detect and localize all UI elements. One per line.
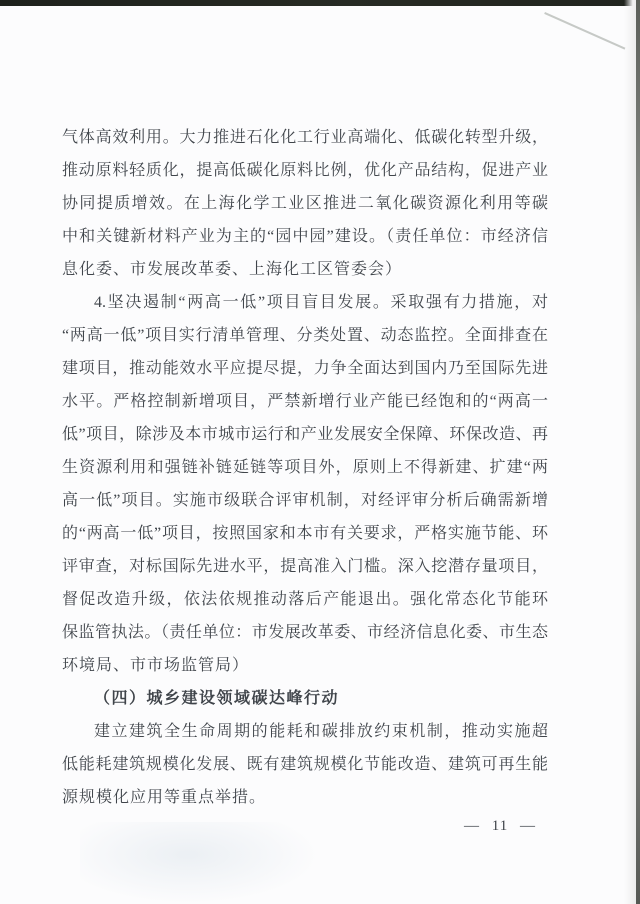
scan-far-right-edge	[636, 0, 640, 904]
paper-right-edge	[624, 4, 629, 886]
text-line: 建项目，推动能效水平应提尽提，力争全面达到国内乃至国际先进	[62, 360, 548, 377]
text-line: 气体高效利用。大力推进石化化工行业高端化、低碳化转型升级，	[62, 129, 548, 146]
section-heading: （四）城乡建设领域碳达峰行动	[94, 690, 340, 707]
page-number: — 11 —	[464, 818, 536, 834]
text-line: 的“两高一低”项目，按照国家和本市有关要求，严格实施节能、环	[62, 525, 548, 542]
text-line: 生资源利用和强链补链延链等项目外，原则上不得新建、扩建“两	[62, 459, 548, 476]
text-line: 低”项目，除涉及本市城市运行和产业发展安全保障、环保改造、再	[62, 426, 548, 443]
text-line: 推动原料轻质化，提高低碳化原料比例，优化产品结构，促进产业	[62, 162, 548, 179]
text-line: 中和关键新材料产业为主的“园中园”建设。（责任单位：市经济信	[62, 228, 548, 245]
scan-smudge	[80, 822, 320, 904]
text-line: 息化委、市发展改革委、上海化工区管委会）	[62, 261, 403, 278]
text-line: 保监管执法。（责任单位：市发展改革委、市经济信息化委、市生态	[62, 624, 548, 641]
text-line: 低能耗建筑规模化发展、既有建筑规模化节能改造、建筑可再生能	[62, 756, 548, 773]
text-line: 协同提质增效。在上海化学工业区推进二氧化碳资源化利用等碳	[62, 195, 548, 212]
text-line: 源规模化应用等重点举措。	[62, 789, 267, 806]
text-line: 高一低”项目。实施市级联合评审机制，对经评审分析后确需新增	[62, 492, 548, 509]
document-body	[62, 121, 548, 814]
paper-corner-fold	[544, 12, 625, 50]
scan-top-edge	[0, 0, 640, 6]
text-line: 评审查，对标国际先进水平，提高准入门槛。深入挖潜存量项目，	[62, 558, 548, 575]
text-line: “两高一低”项目实行清单管理、分类处置、动态监控。全面排查在	[62, 327, 548, 344]
text-line: 建立建筑全生命周期的能耗和碳排放约束机制，推动实施超	[94, 723, 548, 740]
text-line: 4.坚决遏制“两高一低”项目盲目发展。采取强有力措施，对	[94, 294, 548, 311]
text-line: 督促改造升级，依法依规推动落后产能退出。强化常态化节能环	[62, 591, 548, 608]
text-line: 水平。严格控制新增项目，严禁新增行业产能已经饱和的“两高一	[62, 393, 548, 410]
text-line: 环境局、市市场监管局）	[62, 657, 250, 674]
